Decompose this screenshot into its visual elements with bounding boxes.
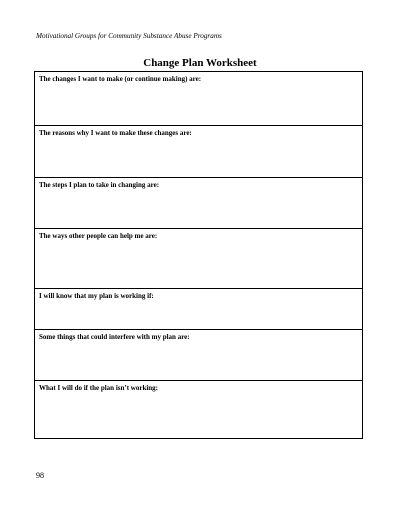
section-working xyxy=(35,288,362,329)
section-interfere xyxy=(35,329,362,380)
response-area-working[interactable] xyxy=(35,301,362,329)
page-number: 98 xyxy=(36,471,44,480)
section-help xyxy=(35,228,362,288)
response-area-not-working[interactable] xyxy=(35,393,362,438)
response-area-changes[interactable] xyxy=(35,84,362,125)
section-reasons xyxy=(35,125,362,177)
section-prompt: Some things that could interfere with my plan are: xyxy=(39,333,190,341)
running-header: Motivational Groups for Community Substance Abuse Programs xyxy=(36,32,222,40)
section-prompt: The steps I plan to take in changing are: xyxy=(39,181,160,189)
section-prompt: The ways other people can help me are: xyxy=(39,232,158,240)
section-changes xyxy=(35,72,362,125)
worksheet-title: Change Plan Worksheet xyxy=(143,57,257,69)
worksheet-table xyxy=(34,71,363,439)
response-area-steps[interactable] xyxy=(35,190,362,228)
section-prompt: I will know that my plan is working if: xyxy=(39,292,154,300)
response-area-help[interactable] xyxy=(35,241,362,288)
section-steps xyxy=(35,177,362,228)
response-area-interfere[interactable] xyxy=(35,342,362,380)
section-prompt: The reasons why I want to make these changes are: xyxy=(39,129,192,137)
response-area-reasons[interactable] xyxy=(35,138,362,177)
section-not-working xyxy=(35,380,362,438)
section-prompt: What I will do if the plan isn’t working: xyxy=(39,384,159,392)
section-prompt: The changes I want to make (or continue making) are: xyxy=(39,75,202,83)
